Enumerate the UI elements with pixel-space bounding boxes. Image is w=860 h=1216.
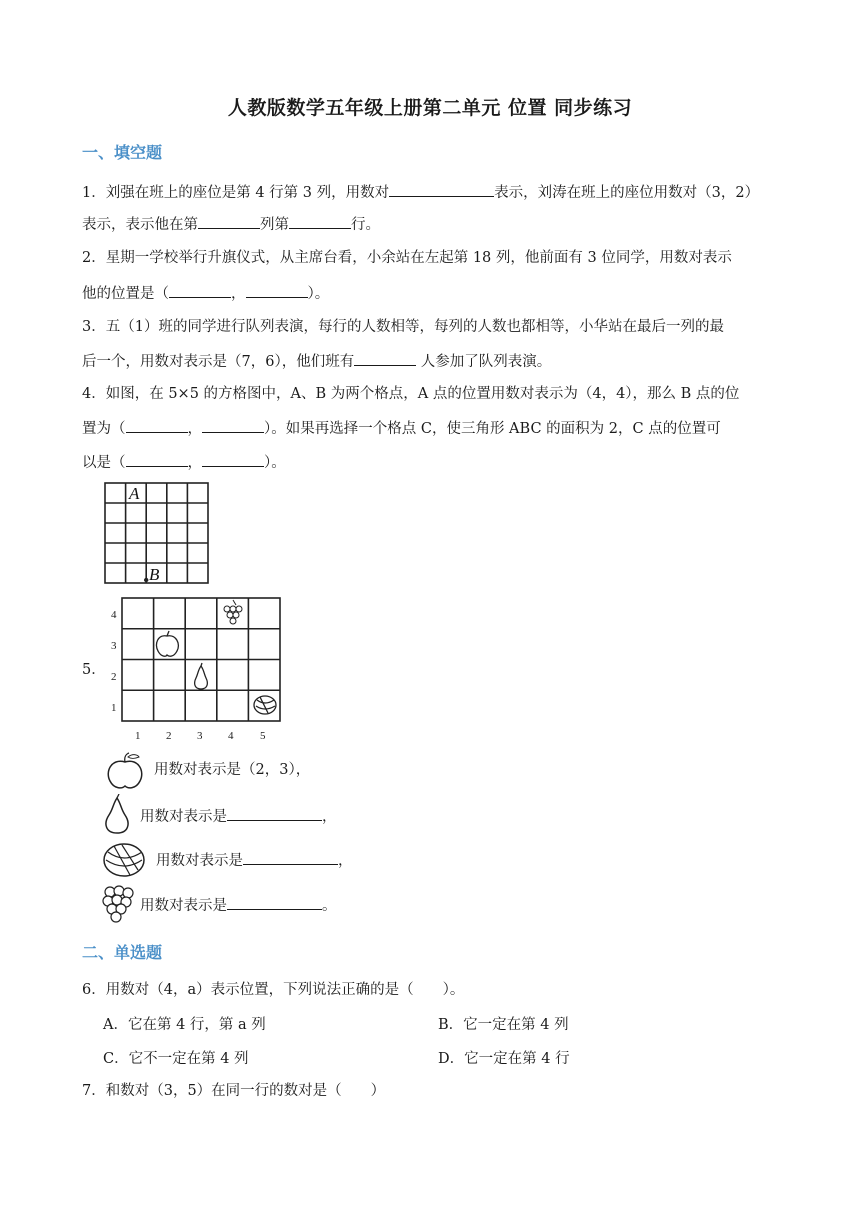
answer-blank[interactable] (227, 894, 322, 910)
answer-blank[interactable] (202, 417, 264, 433)
question-1-line-1: 1．刘强在班上的座位是第 4 行第 3 列，用数对 表示，刘涛在班上的座位用数对（3，2） (82, 181, 759, 203)
question-5-number: 5． (82, 662, 106, 678)
point-b-label: B (149, 565, 160, 584)
point-b-marker (144, 578, 148, 582)
q6-option-b[interactable]: B．它一定在第 4 列 (438, 1017, 569, 1033)
watermelon-icon (254, 696, 276, 714)
answer-blank[interactable] (202, 451, 264, 467)
answer-blank[interactable] (126, 417, 188, 433)
y-tick-label: 2 (111, 671, 117, 683)
pear-icon (195, 663, 208, 689)
answer-blank[interactable] (198, 213, 260, 229)
question-1-line-2: 表示，表示他在第 列第 行。 (82, 213, 380, 235)
watermelon-icon (100, 840, 150, 880)
q6-option-d[interactable]: D．它一定在第 4 行 (438, 1051, 570, 1067)
q5-fruit-grid (100, 594, 290, 744)
question-4-line-1: 4．如图，在 5×5 的方格图中，A、B 为两个格点，A 点的位置用数对表示为（4，4），那么 B 点的位 (82, 386, 740, 402)
section-choice-heading: 二、单选题 (82, 943, 163, 962)
question-7-stem: 7．和数对（3，5）在同一行的数对是（ ） (82, 1083, 386, 1099)
apple-icon (156, 631, 178, 656)
grape-icon (224, 600, 242, 624)
question-4-line-2: 置为（ ， ）。如果再选择一个格点 C，使三角形 ABC 的面积为 2，C 点的位置可 (82, 417, 721, 439)
question-2-line-1: 2．星期一学校举行升旗仪式，从主席台看，小余站在左起第 18 列，他前面有 3 位同学，用数对表示 (82, 250, 732, 266)
y-tick-label: 1 (111, 702, 117, 714)
x-tick-label: 4 (228, 730, 234, 742)
question-6-stem: 6．用数对（4，a）表示位置，下列说法正确的是（ ）。 (82, 982, 465, 998)
pear-answer-line: 用数对表示是 ， (140, 805, 337, 827)
x-tick-label: 1 (135, 730, 141, 742)
grape-answer-line: 用数对表示是 。 (140, 894, 337, 916)
watermelon-answer-line: 用数对表示是 ， (156, 849, 353, 871)
x-tick-label: 3 (197, 730, 203, 742)
question-2-line-2: 他的位置是（ ， ）。 (82, 282, 329, 304)
pear-icon (100, 794, 136, 836)
page-title: 人教版数学五年级上册第二单元 位置 同步练习 (227, 97, 633, 119)
apple-coordinate-text: 用数对表示是（2，3）， (154, 762, 311, 778)
answer-blank[interactable] (243, 849, 338, 865)
y-tick-label: 3 (111, 640, 117, 652)
x-tick-label: 2 (166, 730, 172, 742)
answer-blank[interactable] (289, 213, 351, 229)
y-tick-label: 4 (111, 609, 117, 621)
section-fill-heading: 一、填空题 (82, 143, 163, 162)
apple-icon (103, 752, 147, 792)
answer-blank[interactable] (169, 282, 231, 298)
answer-blank[interactable] (126, 451, 188, 467)
q6-option-c[interactable]: C．它不一定在第 4 列 (103, 1051, 249, 1067)
q4-grid-figure (100, 480, 215, 588)
answer-blank[interactable] (389, 181, 494, 197)
x-tick-label: 5 (260, 730, 266, 742)
question-3-line-2: 后一个，用数对表示是（7，6），他们班有 人参加了队列表演。 (82, 350, 551, 372)
answer-blank[interactable] (354, 350, 416, 366)
point-a-label: A (129, 484, 140, 503)
answer-blank[interactable] (227, 805, 322, 821)
q6-option-a[interactable]: A．它在第 4 行，第 a 列 (103, 1017, 266, 1033)
grape-icon (100, 882, 136, 924)
question-3-line-1: 3．五（1）班的同学进行队列表演，每行的人数相等，每列的人数也都相等，小华站在最后一列的最 (82, 319, 724, 335)
question-4-line-3: 以是（ ， ）。 (82, 451, 286, 473)
answer-blank[interactable] (246, 282, 308, 298)
